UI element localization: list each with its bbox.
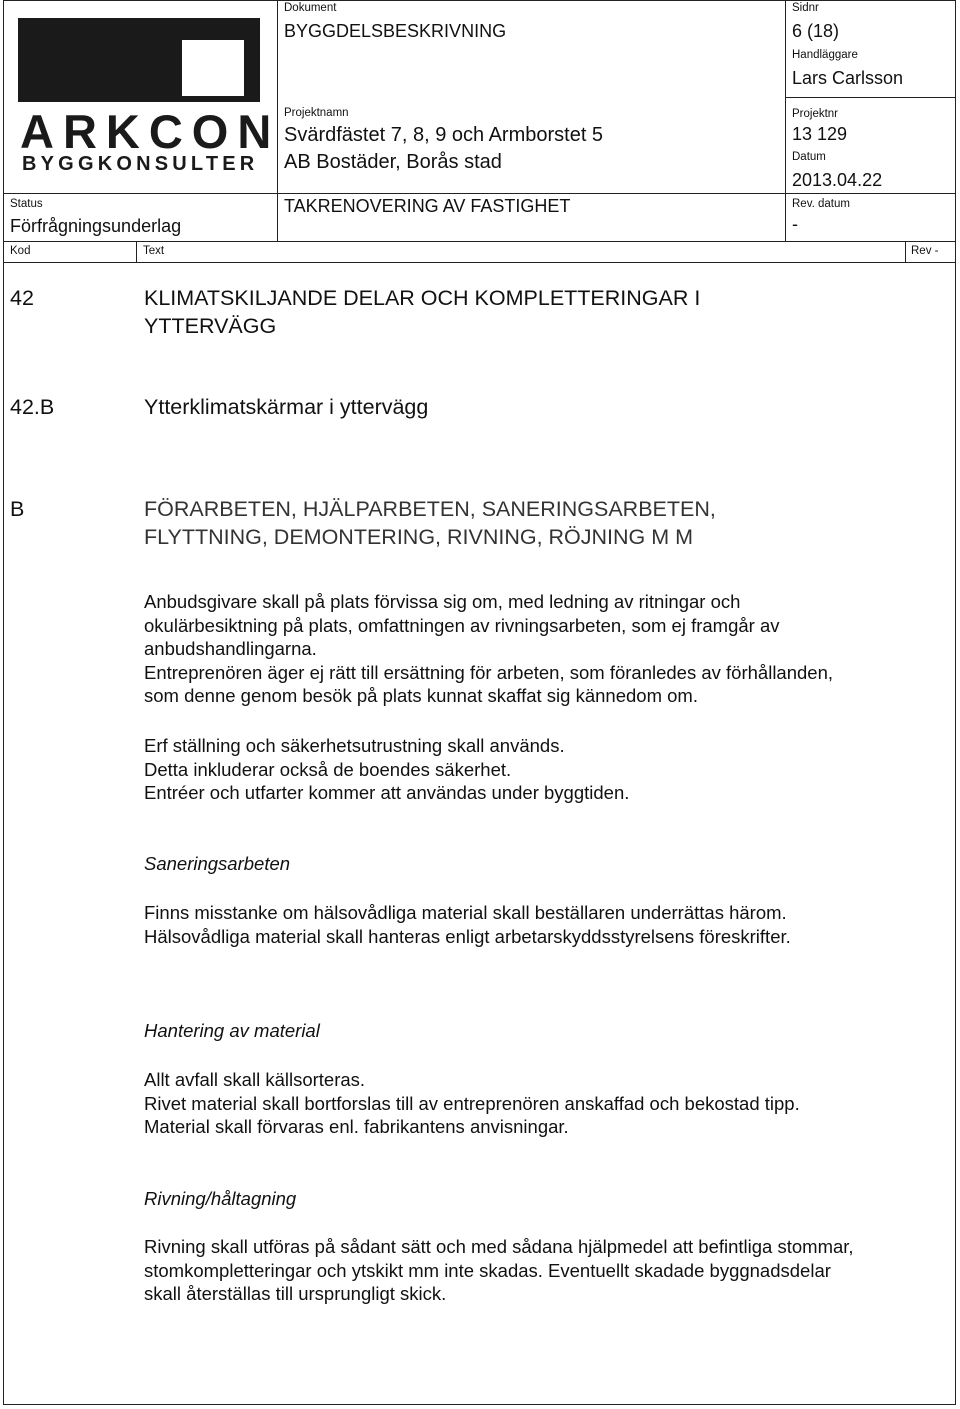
text-line: Entréer och utfarter kommer att användas under byggtiden. <box>144 782 630 803</box>
projektnamn-value-2: AB Bostäder, Borås stad <box>284 151 502 173</box>
sidnr-value: 6 (18) <box>792 21 840 41</box>
header-divider <box>3 241 956 242</box>
handlaggare-value: Lars Carlsson <box>792 68 904 88</box>
paragraph-rivning <box>144 1235 949 1306</box>
section-title-line: FLYTTNING, DEMONTERING, RIVNING, RÖJNING M M <box>144 525 694 549</box>
text-line: som denne genom besök på plats kunnat skaffat sig kännedom om. <box>144 685 698 706</box>
paragraph-sanering <box>144 901 949 948</box>
datum-label: Datum <box>792 151 826 163</box>
section-code-42b: 42.B <box>10 395 55 419</box>
column-kod: Kod <box>10 245 31 257</box>
text-line: Entreprenören äger ej rätt till ersättning för arbeten, som föranledes av förhållanden, <box>144 661 834 683</box>
text-line: Allt avfall skall källsorteras. <box>144 1069 366 1090</box>
header-divider <box>785 0 786 242</box>
projektnamn-label: Projektnamn <box>284 107 349 119</box>
section-title-b <box>144 495 944 551</box>
company-logo <box>10 10 272 185</box>
text-line: stomkompletteringar och ytskikt mm inte skadas. Eventuellt skadade byggnadsdelar <box>144 1259 831 1281</box>
status-value: Förfrågningsunderlag <box>10 216 182 236</box>
section-code-b: B <box>10 497 25 521</box>
dokument-value: BYGGDELSBESKRIVNING <box>284 21 507 41</box>
sidnr-label: Sidnr <box>792 2 819 14</box>
paragraph-hantering <box>144 1068 949 1139</box>
text-line: Hälsovådliga material skall hanteras enligt arbetarskyddsstyrelsens föreskrifter. <box>144 925 791 947</box>
revdatum-value: - <box>792 214 798 234</box>
subheading-saneringsarbeten: Saneringsarbeten <box>144 853 291 874</box>
svg-text:BYGGKONSULTER: BYGGKONSULTER <box>22 153 259 175</box>
text-line: Rivning skall utföras på sådant sätt och med sådana hjälpmedel att befintliga stommar, <box>144 1236 854 1257</box>
text-line: Anbudsgivare skall på plats förvissa sig om, med ledning av ritningar och <box>144 591 741 612</box>
text-line: Detta inkluderar också de boendes säkerhet. <box>144 758 512 780</box>
logo-mark-icon <box>10 10 272 185</box>
subheading-hantering: Hantering av material <box>144 1020 320 1041</box>
text-line: Rivet material skall bortforslas till av entreprenören anskaffad och bekostad tipp. <box>144 1092 800 1114</box>
column-text: Text <box>143 245 165 257</box>
text-line: okulärbesiktning på plats, omfattningen av rivningsarbeten, som ej framgår av <box>144 614 780 636</box>
dokument-label: Dokument <box>284 2 337 14</box>
subheading-rivning: Rivning/håltagning <box>144 1188 297 1209</box>
subject-value: TAKRENOVERING AV FASTIGHET <box>284 196 571 216</box>
projektnr-label: Projektnr <box>792 108 839 120</box>
section-title-line: KLIMATSKILJANDE DELAR OCH KOMPLETTERINGAR I <box>144 286 701 310</box>
text-line: Material skall förvaras enl. fabrikantens anvisningar. <box>144 1116 569 1137</box>
projektnamn-value: Svärdfästet 7, 8, 9 och Armborstet 5 <box>284 124 604 146</box>
header-divider <box>136 241 137 262</box>
section-code-42: 42 <box>10 286 34 310</box>
section-title-line: YTTERVÄGG <box>144 314 277 338</box>
revdatum-label: Rev. datum <box>792 198 850 210</box>
section-title-42 <box>144 284 944 340</box>
text-line: anbudshandlingarna. <box>144 638 317 659</box>
status-label: Status <box>10 198 43 210</box>
header-divider <box>3 262 956 263</box>
projektnr-value: 13 129 <box>792 124 848 144</box>
text-line: Finns misstanke om hälsovådliga material skall beställaren underrättas härom. <box>144 902 787 923</box>
section-title-line: FÖRARBETEN, HJÄLPARBETEN, SANERINGSARBETEN, <box>144 497 716 521</box>
text-line: skall återställas till ursprungligt skick. <box>144 1283 447 1304</box>
text-line: Erf ställning och säkerhetsutrustning skall används. <box>144 735 565 756</box>
header-divider <box>785 97 956 98</box>
header-divider <box>277 0 278 242</box>
header-divider <box>905 241 906 262</box>
paragraph-stallning <box>144 734 949 805</box>
header-divider <box>3 193 956 194</box>
section-title-42b: Ytterklimatskärmar i yttervägg <box>144 395 429 419</box>
datum-value: 2013.04.22 <box>792 170 883 190</box>
column-rev: Rev - <box>911 245 939 257</box>
svg-text:ARKCON: ARKCON <box>20 105 272 158</box>
handlaggare-label: Handläggare <box>792 49 858 61</box>
paragraph-anbudsgivare <box>144 590 949 708</box>
